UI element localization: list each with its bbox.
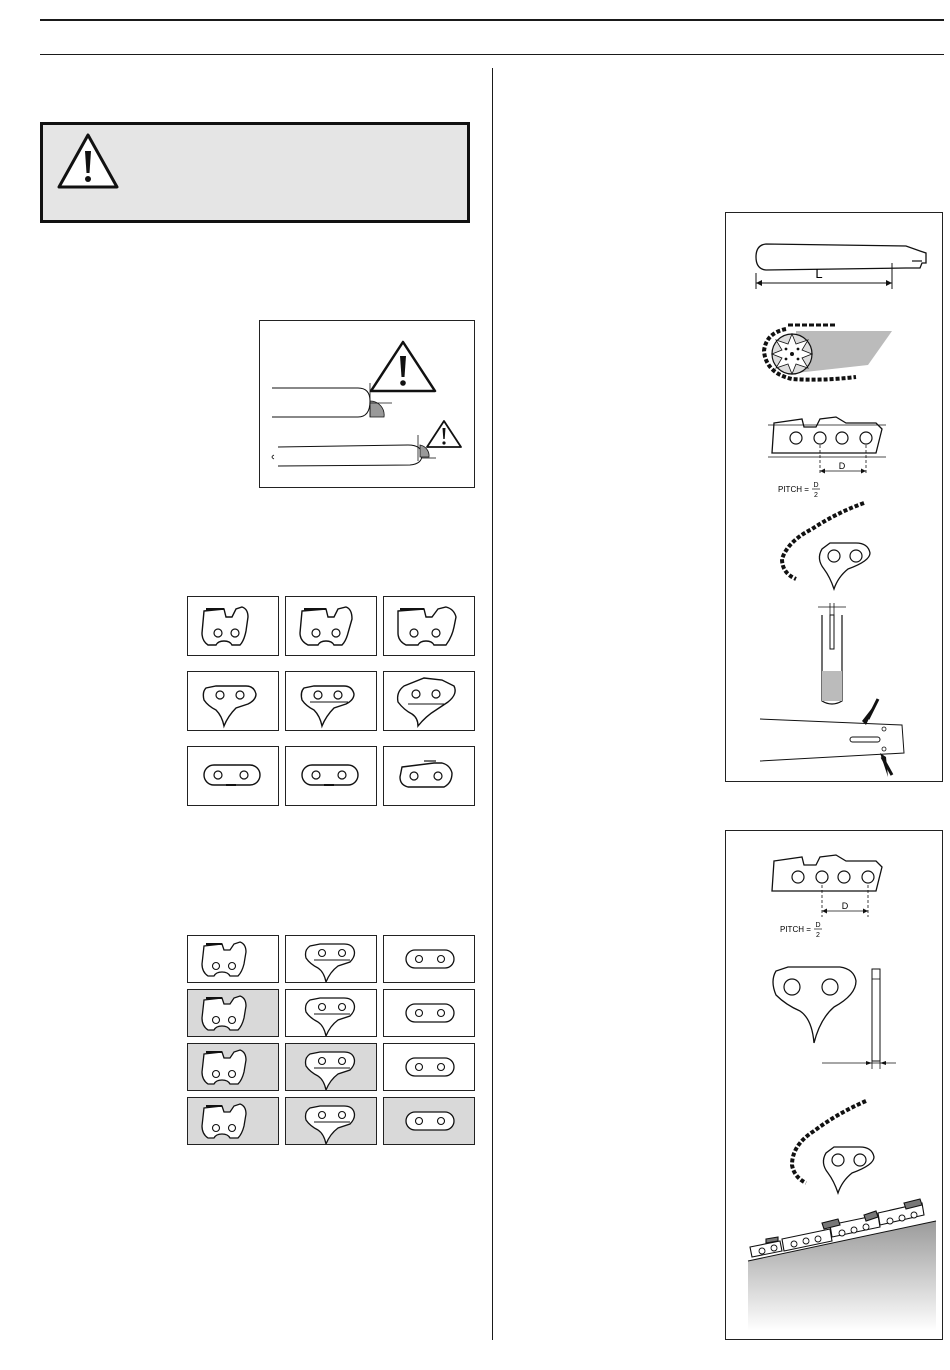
grid-cell-shaded	[285, 1043, 377, 1091]
pitch-formula-prefix: PITCH =	[780, 925, 811, 934]
grid-cell-shaded	[187, 1043, 279, 1091]
cutter-link-icon	[188, 936, 278, 982]
guide-bar-length-diagram	[756, 244, 926, 289]
grid-cell	[383, 1043, 475, 1091]
grid-cell	[383, 746, 475, 806]
column-divider	[492, 68, 493, 1340]
cutter-link-icon	[188, 990, 278, 1036]
grid-cell	[383, 596, 475, 656]
drive-link-diagram	[782, 503, 870, 589]
pitch-d-label: D	[838, 461, 846, 471]
groove-width-diagram	[818, 603, 846, 704]
bar-length-label: L	[815, 266, 823, 281]
small-warning-icon	[427, 421, 461, 447]
warning-triangle-icon	[55, 131, 121, 191]
figure-bar-nose-warning	[259, 320, 475, 488]
figure-chain-identification	[725, 212, 943, 782]
pitch-diagram	[772, 855, 882, 939]
tie-link-icon	[384, 1098, 474, 1144]
grid-cell-shaded	[285, 1097, 377, 1145]
grid-cell	[285, 989, 377, 1037]
grid-cell	[285, 596, 377, 656]
large-warning-icon	[371, 342, 435, 391]
tie-link-icon	[384, 936, 474, 982]
figure-chain-replacement	[725, 830, 943, 1340]
grid-cell	[285, 935, 377, 983]
drive-link-icon	[286, 1044, 376, 1090]
grid-cell-shaded	[187, 989, 279, 1037]
chain-link-diagram	[792, 1101, 874, 1193]
replacement-grid	[187, 935, 475, 1151]
chain-on-nose-diagram	[764, 325, 892, 380]
grid-cell	[383, 671, 475, 731]
grid-cell	[187, 935, 279, 983]
tie-link-icon	[384, 990, 474, 1036]
pitch-formula-numerator: D	[815, 922, 821, 929]
grid-cell	[187, 596, 279, 656]
grid-cell	[383, 935, 475, 983]
header-rule-bottom	[40, 54, 944, 55]
drive-link-icon	[286, 936, 376, 982]
header-rule-top	[40, 19, 944, 21]
pitch-formula-denominator: 2	[814, 492, 818, 499]
warning-box	[40, 122, 470, 223]
grid-cell	[285, 671, 377, 731]
bar-mount-diagram	[760, 699, 904, 777]
grid-cell	[187, 671, 279, 731]
grid-cell	[285, 746, 377, 806]
pitch-formula-numerator: D	[813, 482, 819, 489]
grid-cell-shaded	[383, 1097, 475, 1145]
chain-link-grid	[187, 596, 475, 806]
cutter-link-icon	[188, 1098, 278, 1144]
pitch-d-label: D	[841, 901, 849, 911]
drive-link-icon	[286, 1098, 376, 1144]
pitch-diagram	[768, 417, 886, 499]
drive-link-icon	[286, 990, 376, 1036]
grid-cell	[187, 746, 279, 806]
drive-link-gauge-diagram	[773, 967, 896, 1069]
grid-cell-shaded	[187, 1097, 279, 1145]
pitch-formula-denominator: 2	[816, 932, 820, 939]
tie-link-icon	[384, 1044, 474, 1090]
pitch-formula-prefix: PITCH =	[778, 485, 809, 494]
chain-on-bar-diagram	[748, 1199, 936, 1331]
cutter-link-icon	[188, 1044, 278, 1090]
grid-cell	[383, 989, 475, 1037]
